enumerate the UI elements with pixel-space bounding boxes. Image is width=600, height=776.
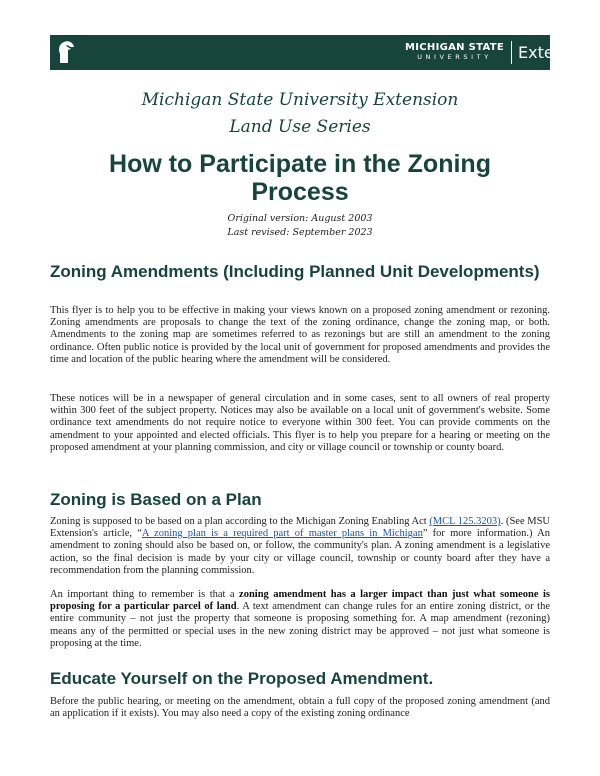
amendments-paragraph-2: These notices will be in a newspaper of general circulation and in some cases, sent to all owners of real property within 300 feet of the subject property. Notices may also be available on a local unit of government's website. Some ordinance text amendments do not require notice to everyone within 300 feet. You can provide comments on the amendment to your appointed and elected officials. This flyer is to help you prepare for a hearing or meeting on the proposed amendment at your planning commission, and city or village council or township or county board.: [50, 393, 550, 453]
plan2-text-a: An important thing to remember is that a: [50, 589, 240, 600]
plan2-bold-text: zoning amendment has a larger impact than just what someone is proposing for a particular parcel of land: [50, 589, 550, 613]
plan-text-a: Zoning is supposed to be based on a plan according to the Michigan Zoning Enabling Act: [50, 516, 430, 527]
educate-paragraph-1: Before the public hearing, or meeting on the amendment, obtain a full copy of the proposed zoning amendment (and an application if it exists). You may also need a copy of the existing zoning ordinance: [50, 696, 550, 720]
section-heading-amendments: Zoning Amendments (Including Planned Unit Developments): [50, 262, 540, 281]
series-line1: Michigan State University Extension: [141, 90, 459, 110]
plan-paragraph-2: [50, 589, 550, 650]
page-title: How to Participate in the Zoning Process: [109, 150, 491, 206]
spartan-helmet-icon: [56, 39, 76, 65]
plan2-text-b: . A text amendment can change rules for an entire zoning district, or the entire community – not just the property that someone is proposing something for. A map amendment (rezoning) means any of the permitted or special uses in the new zoning district may be approved – not just what someone is proposing at the time.: [50, 601, 551, 649]
last-revised: Last revised: September 2023: [227, 227, 373, 238]
amendments-paragraph-1: This flyer is to help you to be effective in making your views known on a proposed zoning amendment or rezoning. Zoning amendments are proposals to change the text of the zoning ordinance, change the zoning map, or both. Amendments to the zoning map are sometimes referred to as rezonings but are still an amendment to the zoning ordinance. Often public notice is provided by the local unit of government for proposed amendments and provides the time and location of the public hearing where the amendment will be considered.: [50, 305, 550, 365]
section-heading-plan: Zoning is Based on a Plan: [50, 490, 262, 509]
series-line2: Land Use Series: [229, 117, 371, 137]
mcl-link[interactable]: (MCL 125.3203): [429, 516, 501, 527]
plan-text-c: ” for more information.) An amendment to zoning should also be based on, or follow, the community's plan. A zoning amendment is a legislative action, so the final decision is made by your city or village council, township or county board after they have a recommendation from the planning commission.: [50, 528, 550, 576]
extension-label: Extension: [518, 43, 597, 62]
plan-paragraph-1: [50, 516, 550, 577]
plan-text-b: . (See MSU Extension's article, “: [50, 516, 551, 540]
msu-wordmark: [405, 42, 504, 62]
banner-divider: [511, 41, 512, 64]
zoning-plan-article-link[interactable]: A zoning plan is a required part of master plans in Michigan: [141, 528, 423, 540]
section-heading-educate: Educate Yourself on the Proposed Amendment.: [50, 669, 434, 688]
org-line1: MICHIGAN STATE: [405, 42, 504, 53]
original-version: Original version: August 2003: [227, 213, 373, 224]
header-banner: [50, 35, 597, 70]
org-line2: UNIVERSITY: [417, 53, 492, 61]
